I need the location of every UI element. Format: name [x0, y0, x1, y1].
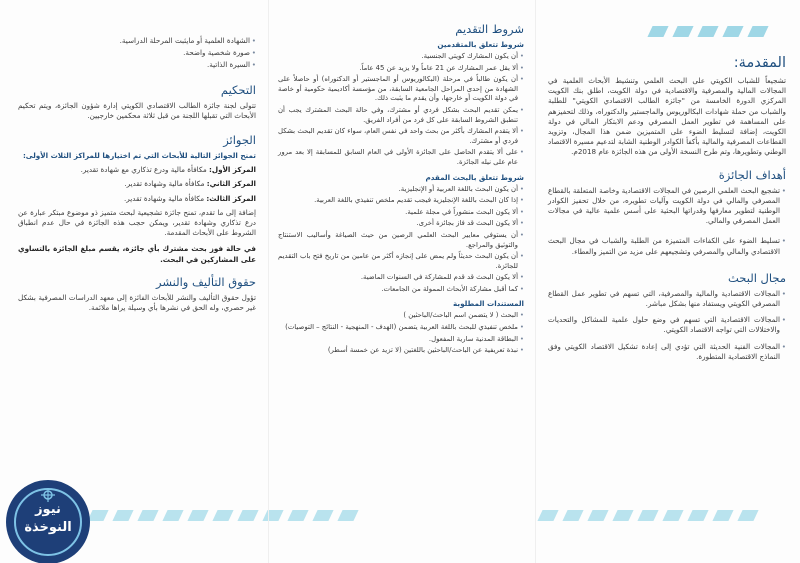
field-item: • المجالات الاقتصادية التي تسهم في وضع حلول علمية للمشاكل والتحديات والاختلالات التي تواجه الاقتصاد الكويتي.	[548, 315, 786, 335]
research-condition: • ألا يكون البحث منشوراً في مجلة علمية.	[278, 208, 524, 218]
goal-item: • تشجيع البحث العلمي الرصين في المجالات الاقتصادية وخاصة المتعلقة بالقطاع المصرفي والمالي في دولة الكويت وآليات تطويره، من خلال تحفيز الكوادر الوطنية لتطوير معارفها وقدراتها البحثية على أسس علمية عالية في مجالات العمل المصرفي والمالي.	[548, 186, 786, 227]
doc-item: • البطاقة المدنية سارية المفعول.	[278, 335, 524, 345]
fields-title: مجال البحث	[728, 270, 786, 285]
fold-line-right	[535, 0, 536, 563]
prize-second-text: مكافأة مالية وشهادة تقدير.	[124, 179, 205, 189]
applicant-condition: • أن يكون المشارك كويتي الجنسية.	[278, 52, 524, 62]
research-title: شروط تتعلق بالبحث المقدم	[425, 172, 524, 182]
intro-title: المقدمة:	[733, 55, 786, 71]
research-condition: • أن يكون البحث حديثاً ولم يمض على إنجازه أكثر من عامين من تاريخ فتح باب التقديم للجائزة.	[278, 252, 524, 271]
fold-line-left	[268, 0, 269, 563]
prize-third-text: مكافأة مالية وشهادة تقدير.	[123, 193, 205, 203]
rights-title: حقوق التأليف والنشر	[156, 274, 256, 289]
applicant-condition: • على ألا يتقدم الحاصل على الجائزة الأولى في العام السابق للمسابقة إلا بعد مرور عام على نيله الجائزة.	[278, 148, 524, 167]
terms-title: شروط التقديم	[455, 22, 524, 36]
doc-item: • ملخص تنفيذي للبحث باللغة العربية يتضمن (الهدف - المنهجية - النتائج – التوصيات)	[278, 323, 524, 333]
nokhitha-news-logo	[6, 480, 90, 563]
bottom-tiles-decoration	[90, 510, 356, 521]
doc-item: • الشهادة العلمية أو مايثبت المرحلة الدراسية.	[18, 36, 256, 46]
prizes-title: الجوائز	[223, 133, 256, 148]
prize-second-label: المركز الثاني:	[206, 179, 256, 189]
field-item: • المجالات الفنية الحديثة التي تؤدي إلى إعادة تشكيل الاقتصاد الكويتي وفق النماذج الاقتصادية المتطورة.	[548, 342, 786, 362]
intro-text: تشجيعاً للشباب الكويتي على البحث العلمي وتنشيط الأبحاث العلمية في المجالات المالية والمصرفية والاقتصادية في دولة الكويت، اطلق بنك الكويت المركزي الدورة الخامسة من "جائزة الطالب الاقتصادي الكويتي" للطلبة والشباب من حملة شهادات البكالوريوس والماجستير والدكتوراه، وذلك لتحفيزهم على المساهمة في تطوير العمل المصرفي ودعم الابتكار المالي في دولة الكويت، إضافة لتسليط الضوء على المتميزين ضمن هذا المجال، وتزويد القطاعات المصرفية والمالية بأكفأ الكوادر الوطنية الشابة لتدعيم مسيرة الاقتصاد الوطني وتطويرها، وتم طرح النسخة الأولى من هذه الجائزة عام 2018م.	[548, 76, 786, 157]
prize-third-label: المركز الثالث:	[206, 193, 256, 203]
research-condition: • ألا يكون البحث قد فاز بجائزة أخرى.	[278, 219, 524, 229]
doc-item: • السيرة الذاتية.	[18, 60, 256, 70]
research-condition: • أن يستوفي معايير البحث العلمي الرصين من حيث الصياغة وأساليب الاستنتاج والتوثيق والمراجع.	[278, 231, 524, 250]
bottom-right-tiles-decoration	[540, 510, 756, 521]
research-condition: • إذا كان البحث باللغة الإنجليزية فيجب تقديم ملخص تنفيذي باللغة العربية.	[278, 196, 524, 206]
rights-text: تؤول حقوق التأليف والنشر للأبحاث الفائزة إلى معهد الدراسات المصرفية بشكل غير حصري، وله الحق في نشرها بأي وسيلة يراها ملائمة.	[18, 292, 256, 313]
logo-subtitle: النوخذة	[24, 520, 72, 535]
applicant-condition: • يمكن تقديم البحث بشكل فردي أو مشترك، وفي حالة البحث المشترك يجب أن تنطبق الشروط السابقة على كل فرد من أفراد الفريق.	[278, 106, 524, 125]
prize-second	[18, 179, 256, 189]
applicant-condition: • ألا يقل عمر المشارك عن 21 عاماً ولا يزيد عن 45 عاماً.	[278, 64, 524, 74]
doc-item: • نبذة تعريفية عن الباحث/الباحثين باللغتين (لا تزيد عن خمسة أسطر)	[278, 346, 524, 356]
right-panel	[548, 48, 786, 364]
docs-title: المستندات المطلوبة	[453, 299, 524, 309]
prizes-intro: تمنح الجوائز التالية للأبحاث التي تم اختيارها للمراكز الثلاث الأولى:	[22, 151, 256, 161]
goal-item: • تسليط الضوء على الكفاءات المتميزة من الطلبة والشباب في مجال البحث الاقتصادي والمالي والمصرفي وتشجيعهم على مزيد من التميز والعطاء.	[548, 236, 786, 256]
research-condition: • ألا يكون البحث قد قدم للمشاركة في السنوات الماضية.	[278, 273, 524, 283]
prize-third	[18, 194, 256, 204]
prize-first-text: مكافأة مالية ودرع تذكاري مع شهادة تقدير.	[80, 165, 207, 175]
applicant-condition: • ألا يتقدم المشارك بأكثر من بحث واحد في نفس العام، سواء كان تقديم البحث بشكل فردي أو مشترك.	[278, 127, 524, 146]
judging-title: التحكيم	[220, 82, 256, 97]
goals-list	[548, 186, 786, 257]
research-list	[278, 185, 524, 295]
applicants-list	[278, 52, 524, 168]
shared-prize-text: في حالة فوز بحث مشترك بأي جائزة، يقسم مبلغ الجائزة بالتساوي على المشاركين في البحث.	[18, 244, 256, 264]
research-condition: • كما أقبل مشاركة الأبحاث الممولة من الجامعات.	[278, 285, 524, 295]
judging-text: تتولى لجنة جائزة الطالب الاقتصادي الكويتي إدارة شؤون الجائزة، ويتم تحكيم الأبحاث التي تقبلها اللجنة من قبل ثلاثة محكمين خارجيين.	[18, 100, 256, 120]
encourage-text: إضافة إلى ما تقدم، تمنح جائزة تشجيعية لبحث متميز ذو موضوع مبتكر عبارة عن درع تذكاري وشهادة تقدير، ويمكن حجب هذه الجائزة في حال عدم انطباق الشروط على الأبحاث المقدمة.	[18, 207, 256, 238]
top-right-tiles-decoration	[650, 26, 766, 37]
left-panel	[18, 36, 256, 315]
doc-item: • صورة شخصية واضحة.	[18, 48, 256, 58]
ship-wheel-icon	[41, 488, 55, 502]
logo-name: نيوز	[35, 502, 61, 517]
goals-title: أهداف الجائزة	[718, 167, 786, 182]
applicants-title: شروط تتعلق بالمتقدمين	[437, 40, 524, 49]
prize-first	[18, 165, 256, 175]
required-docs-continued	[18, 36, 256, 71]
applicant-condition: • أن يكون طالباً في مرحلة (البكالوريوس أو الماجستير أو الدكتوراه) أو حاصلاً على الشهادة من إحدى المراحل الجامعية السابقة، من مؤسسة أكاديمية حكومية أو خاصة في دولة الكويت أو خارجها، وأن يقدم ما يثبت ذلك.	[278, 75, 524, 104]
middle-panel	[278, 22, 524, 358]
doc-item: • البحث ( لا يتضمن اسم الباحث/الباحثين )	[278, 311, 524, 321]
field-item: • المجالات الاقتصادية والمالية والمصرفية، التي تسهم في تطوير عمل القطاع المصرفي الكويتي ويستفاد منها بشكل مباشر.	[548, 289, 786, 309]
docs-list	[278, 311, 524, 355]
prize-first-label: المركز الأول:	[209, 165, 256, 175]
fields-list	[548, 289, 786, 362]
research-condition: • أن يكون البحث باللغة العربية أو الإنجليزية.	[278, 185, 524, 195]
